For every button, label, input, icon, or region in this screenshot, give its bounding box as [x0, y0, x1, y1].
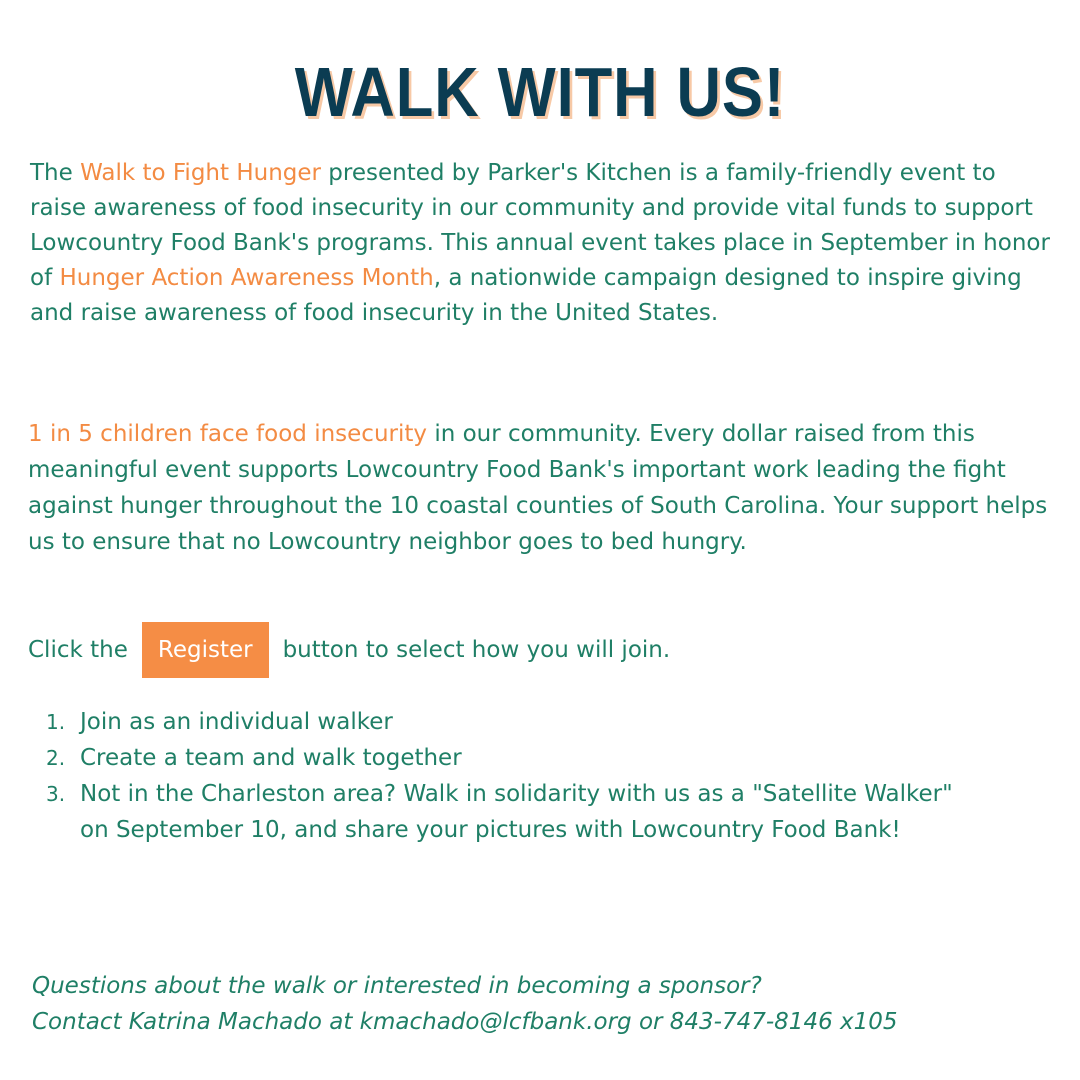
- walk-to-fight-hunger-highlight: Walk to Fight Hunger: [80, 160, 321, 186]
- list-item: [46, 776, 1006, 848]
- list-item-text: Join as an individual walker: [80, 709, 393, 735]
- intro-text-3: , a nationwide campaign designed to inspire giving and raise awareness of food insecurity in the United States.: [30, 265, 1022, 326]
- list-item-number: 3.: [46, 782, 66, 806]
- register-line-after: button to select how you will join.: [282, 637, 671, 663]
- register-button[interactable]: Register: [142, 622, 269, 678]
- impact-text: in our community. Every dollar raised from this meaningful event supports Lowcountry Food Bank's important work leading the fight against hunger throughout the 10 coastal counties of South Carolina. Your support helps us to ensure that no Lowcountry neighbor goes to bed hungry.: [28, 421, 1048, 555]
- register-line: [28, 622, 670, 678]
- list-item-number: 2.: [46, 746, 66, 770]
- hunger-action-awareness-month-highlight: Hunger Action Awareness Month: [59, 265, 434, 291]
- list-item-number: 1.: [46, 710, 66, 734]
- page-title: WALK WITH US!: [294, 53, 786, 131]
- list-item: [46, 740, 1006, 776]
- intro-paragraph: [30, 156, 1050, 331]
- list-item-text: Create a team and walk together: [80, 745, 462, 771]
- list-item: [46, 704, 1006, 740]
- contact-question-line: Questions about the walk or interested in becoming a sponsor?: [32, 973, 762, 999]
- contact-details-line: Contact Katrina Machado at kmachado@lcfbank.org or 843-747-8146 x105: [32, 1009, 898, 1035]
- intro-text-1: The: [30, 160, 81, 186]
- children-statistic-highlight: 1 in 5 children face food insecurity: [28, 421, 428, 447]
- impact-paragraph: [28, 416, 1048, 560]
- register-line-before: Click the: [28, 637, 128, 663]
- list-item-text: Not in the Charleston area? Walk in solidarity with us as a "Satellite Walker" on September 10, and share your pictures with Lowcountry Food Bank!: [80, 781, 953, 843]
- intro-text-2: presented by Parker's Kitchen is a family-friendly event to raise awareness of food insecurity in our community and provide vital funds to support Lowcountry Food Bank's programs. This annual event takes place in September in honor of: [30, 160, 1050, 291]
- join-options-list: [46, 704, 1006, 848]
- contact-info: [32, 968, 1062, 1040]
